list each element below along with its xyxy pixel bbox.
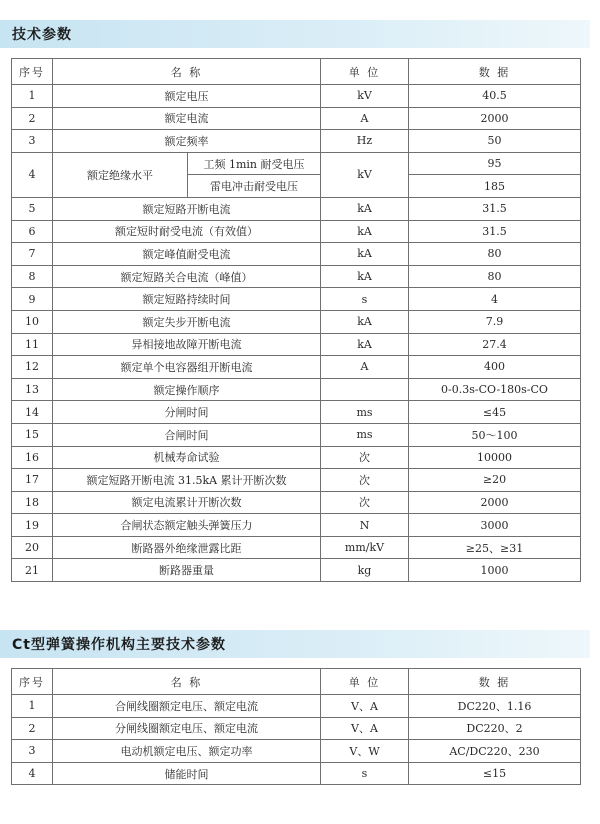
cell-name: 电动机额定电压、额定功率	[53, 740, 321, 763]
cell-name: 额定失步开断电流	[53, 310, 321, 333]
table-row	[12, 130, 581, 153]
cell-no: 5	[12, 197, 53, 220]
cell-no: 3	[12, 130, 53, 153]
cell-unit: A	[321, 107, 409, 130]
cell-name: 额定短路关合电流（峰值）	[53, 265, 321, 288]
cell-no: 12	[12, 356, 53, 379]
table-header-row	[12, 669, 581, 695]
header-unit: 单 位	[321, 59, 409, 85]
table-row	[12, 401, 581, 424]
cell-name: 额定峰值耐受电流	[53, 243, 321, 266]
table-row	[12, 152, 581, 175]
cell-name: 分闸时间	[53, 401, 321, 424]
table-row	[12, 695, 581, 718]
cell-name: 额定短路开断电流	[53, 197, 321, 220]
cell-unit: ms	[321, 401, 409, 424]
table-row	[12, 333, 581, 356]
cell-value: 4	[409, 288, 581, 311]
table-row	[12, 378, 581, 401]
cell-value: DC220、2	[409, 717, 581, 740]
cell-name: 额定电流累计开断次数	[53, 491, 321, 514]
cell-subname: 工频 1min 耐受电压	[188, 152, 321, 175]
cell-no: 4	[12, 152, 53, 197]
section-header-bar	[0, 20, 590, 48]
cell-value: 0-0.3s-CO-180s-CO	[409, 378, 581, 401]
cell-unit: mm/kV	[321, 536, 409, 559]
cell-no: 3	[12, 740, 53, 763]
cell-value: DC220、1.16	[409, 695, 581, 718]
cell-name: 额定电流	[53, 107, 321, 130]
cell-name: 额定频率	[53, 130, 321, 153]
cell-no: 17	[12, 469, 53, 492]
cell-no: 1	[12, 85, 53, 108]
cell-no: 16	[12, 446, 53, 469]
cell-unit: kV	[321, 152, 409, 197]
cell-no: 15	[12, 423, 53, 446]
cell-unit: kg	[321, 559, 409, 582]
cell-name: 合闸线圈额定电压、额定电流	[53, 695, 321, 718]
cell-unit: kA	[321, 243, 409, 266]
cell-value: 185	[409, 175, 581, 198]
cell-name: 异相接地故障开断电流	[53, 333, 321, 356]
cell-unit: kA	[321, 265, 409, 288]
cell-no: 13	[12, 378, 53, 401]
cell-value: 80	[409, 243, 581, 266]
cell-value: 27.4	[409, 333, 581, 356]
section-title: Ct型弹簧操作机构主要技术参数	[12, 637, 226, 653]
cell-value: 80	[409, 265, 581, 288]
table-row	[12, 85, 581, 108]
table-row	[12, 514, 581, 537]
cell-no: 18	[12, 491, 53, 514]
cell-value: 31.5	[409, 197, 581, 220]
table-row	[12, 559, 581, 582]
cell-no: 2	[12, 717, 53, 740]
table-row	[12, 243, 581, 266]
cell-unit: kA	[321, 197, 409, 220]
cell-value: 40.5	[409, 85, 581, 108]
cell-unit	[321, 378, 409, 401]
cell-no: 6	[12, 220, 53, 243]
cell-value: ≤15	[409, 762, 581, 785]
cell-unit: 次	[321, 469, 409, 492]
spring-mechanism-parameters-table	[11, 668, 581, 785]
cell-name: 断路器重量	[53, 559, 321, 582]
table-row	[12, 265, 581, 288]
cell-unit: 次	[321, 491, 409, 514]
technical-parameters-table	[11, 58, 581, 582]
table-row	[12, 288, 581, 311]
cell-value: 3000	[409, 514, 581, 537]
table-row	[12, 740, 581, 763]
cell-name: 额定单个电容器组开断电流	[53, 356, 321, 379]
cell-unit: N	[321, 514, 409, 537]
cell-unit: 次	[321, 446, 409, 469]
cell-name: 合闸状态额定触头弹簧压力	[53, 514, 321, 537]
cell-value: 50	[409, 130, 581, 153]
cell-value: 400	[409, 356, 581, 379]
cell-value: 2000	[409, 107, 581, 130]
table-row	[12, 220, 581, 243]
cell-unit: kV	[321, 85, 409, 108]
cell-value: 95	[409, 152, 581, 175]
cell-name: 额定绝缘水平	[53, 152, 188, 197]
cell-no: 4	[12, 762, 53, 785]
cell-no: 21	[12, 559, 53, 582]
cell-no: 9	[12, 288, 53, 311]
table-row	[12, 536, 581, 559]
cell-name: 额定短路开断电流 31.5kA 累计开断次数	[53, 469, 321, 492]
section-header-bar	[0, 630, 590, 658]
cell-unit: kA	[321, 333, 409, 356]
cell-unit: ms	[321, 423, 409, 446]
cell-unit: A	[321, 356, 409, 379]
cell-name: 分闸线圈额定电压、额定电流	[53, 717, 321, 740]
cell-value: 7.9	[409, 310, 581, 333]
header-value: 数 据	[409, 669, 581, 695]
cell-value: 10000	[409, 446, 581, 469]
header-no: 序号	[12, 669, 53, 695]
cell-value: 1000	[409, 559, 581, 582]
cell-value: 50～100	[409, 423, 581, 446]
cell-no: 11	[12, 333, 53, 356]
cell-name: 额定操作顺序	[53, 378, 321, 401]
cell-subname: 雷电冲击耐受电压	[188, 175, 321, 198]
cell-no: 8	[12, 265, 53, 288]
cell-unit: Hz	[321, 130, 409, 153]
header-unit: 单 位	[321, 669, 409, 695]
cell-no: 14	[12, 401, 53, 424]
cell-unit: kA	[321, 310, 409, 333]
cell-value: 31.5	[409, 220, 581, 243]
cell-unit: V、A	[321, 717, 409, 740]
cell-no: 19	[12, 514, 53, 537]
table-row	[12, 107, 581, 130]
header-name: 名 称	[53, 669, 321, 695]
cell-no: 20	[12, 536, 53, 559]
cell-value: ≥20	[409, 469, 581, 492]
cell-name: 额定电压	[53, 85, 321, 108]
cell-value: 2000	[409, 491, 581, 514]
table-row	[12, 310, 581, 333]
cell-value: ≥25、≥31	[409, 536, 581, 559]
table-row	[12, 762, 581, 785]
cell-name: 机械寿命试验	[53, 446, 321, 469]
table-row	[12, 356, 581, 379]
cell-no: 2	[12, 107, 53, 130]
cell-name: 额定短路持续时间	[53, 288, 321, 311]
cell-unit: kA	[321, 220, 409, 243]
table-row	[12, 491, 581, 514]
table-row	[12, 717, 581, 740]
header-value: 数 据	[409, 59, 581, 85]
cell-name: 储能时间	[53, 762, 321, 785]
table-header-row	[12, 59, 581, 85]
cell-name: 合闸时间	[53, 423, 321, 446]
cell-unit: s	[321, 288, 409, 311]
cell-value: AC/DC220、230	[409, 740, 581, 763]
header-no: 序号	[12, 59, 53, 85]
cell-unit: s	[321, 762, 409, 785]
header-name: 名 称	[53, 59, 321, 85]
cell-unit: V、W	[321, 740, 409, 763]
cell-no: 7	[12, 243, 53, 266]
cell-name: 额定短时耐受电流（有效值）	[53, 220, 321, 243]
table-row	[12, 469, 581, 492]
cell-no: 10	[12, 310, 53, 333]
cell-unit: V、A	[321, 695, 409, 718]
section-title: 技术参数	[12, 27, 72, 43]
table-row	[12, 423, 581, 446]
cell-value: ≤45	[409, 401, 581, 424]
table-row	[12, 446, 581, 469]
cell-name: 断路器外绝缘泄露比距	[53, 536, 321, 559]
table-row	[12, 197, 581, 220]
cell-no: 1	[12, 695, 53, 718]
